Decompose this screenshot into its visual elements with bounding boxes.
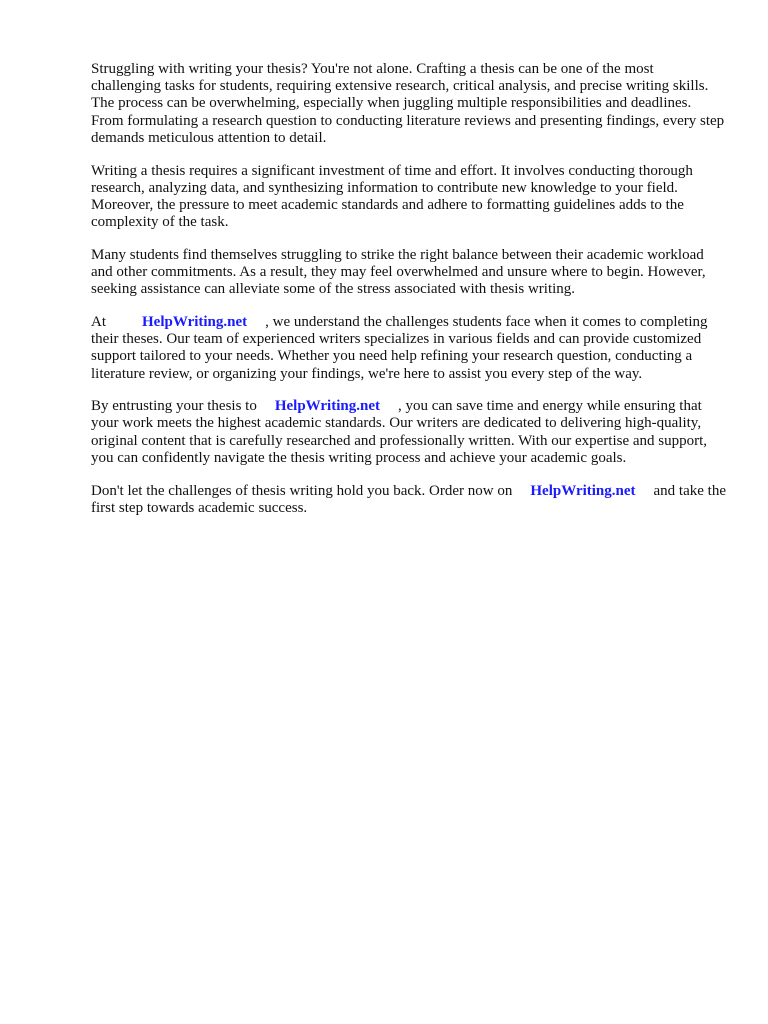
paragraph-at-helpwriting — [91, 314, 727, 383]
paragraph-text: , you can save time and energy while ensuring that your work meets the highest academic standards. Our writers are dedicated to delivering high-quality, original content that is carefully researched and professionally written. With our expertise and support, you can confidently navigate the thesis writing process and achieve your academic goals. — [91, 398, 708, 466]
paragraph-order-now — [91, 483, 727, 517]
paragraph-text: , we understand the challenges students face when it comes to completing their theses. Our team of experienced writers specializes in various fields and can provide customized support tailored to your needs. Whether you need help refining your research question, conducting a literature review, or organizing your findings, we're here to assist you every step of the way. — [91, 313, 708, 382]
paragraph-text: Don't let the challenges of thesis writing hold you back. Order now on — [91, 482, 513, 499]
paragraph-entrusting — [91, 398, 727, 467]
paragraph-text: and take the first step towards academic success. — [91, 482, 726, 516]
paragraph-text: At — [91, 313, 106, 330]
helpwriting-link-2[interactable]: HelpWriting.net — [274, 398, 380, 415]
paragraph-balance: Many students find themselves struggling to strike the right balance between their academic workload and other commitments. As a result, they may feel overwhelmed and unsure where to begin. However, seeking assistance can alleviate some of the stress associated with thesis writing. — [91, 246, 706, 298]
paragraph-intro: Struggling with writing your thesis? You're not alone. Crafting a thesis can be one of the most challenging tasks for students, requiring extensive research, critical analysis, and precise writing skills. The process can be overwhelming, especially when juggling multiple responsibilities and deadlines. From formulating a research question to conducting literature reviews and presenting findings, every step demands meticulous attention to detail. — [91, 61, 725, 146]
paragraph-text: By entrusting your thesis to — [91, 398, 257, 415]
paragraph-investment: Writing a thesis requires a significant investment of time and effort. It involves conducting thorough research, analyzing data, and synthesizing information to contribute new knowledge to your field. Moreover, the pressure to meet academic standards and adhere to formatting guidelines adds to the complexity of the task. — [91, 162, 693, 231]
helpwriting-link-1[interactable]: HelpWriting.net — [142, 313, 248, 330]
document-body — [91, 61, 727, 532]
helpwriting-link-3[interactable]: HelpWriting.net — [530, 482, 636, 499]
